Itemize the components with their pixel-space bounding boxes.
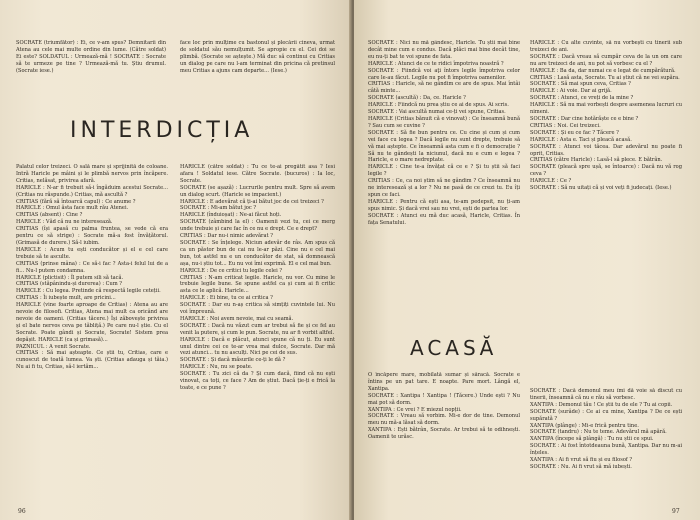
paragraph: XANTIPA : Ești bătrân, Socrate. Ar trebui să te odihnești. Oamenii te urăsc. — [368, 427, 520, 441]
paragraph: SOCRATE : Vreau să vorbim. Mi-e dor de tine. Demonul meu nu mă-a lăsat să dorm. — [368, 413, 520, 427]
paragraph: SOCRATE : Nu. Ai fi vrut să mă iubești. — [530, 463, 632, 470]
paragraph: SOCRATE : Se înțelege. Niciun adevăr de râs. Am spus că ca un păstor bun de cai nu le-ar păzi. Cine nu e cel mai bun, tot astfel nu e un conducător de stat, să domnească așa, nu-i știu tot... Eu nu voi îmi exprimă. El e cel mai bun. — [180, 239, 335, 267]
paragraph: HARICLE : Noi avem nevoie, mai cu seamă. — [180, 315, 294, 322]
paragraph: HARICLE : Omul ăsta face mult rău Atenei. — [16, 205, 129, 212]
paragraph: SOCRATE : Dar eu n-aș critica să simțiți cuvintele lui. Nu voi împreună. — [180, 302, 335, 316]
paragraph: XANTIPA (plânge) : Mi-e frică pentru tine. — [530, 422, 639, 429]
paragraph: HARICLE : Dacă e plăcut, atunci spune că nu ți. Eu sunt unul dintre cei ce te-ar vrea mai dulce, Socrate. Dar mă vezi atunci... tu nu asculți. Nici pe cei de sus. — [180, 336, 335, 357]
paragraph: SOCRATE : Atunci eu mă duc acasă, Haricle, Critias. În fața Senatului. — [368, 212, 520, 226]
section-heading: ACASĂ — [410, 336, 498, 360]
chapter-heading: INTERDICȚIA — [70, 118, 254, 143]
right-page-number: 97 — [672, 508, 680, 515]
paragraph: HARICLE : Pentru că ești asa, te-am pedepsit, nu ți-am spus nimic. Și dacă vrei sau nu vrei, ești de partea lor. — [368, 198, 520, 212]
paragraph: SOCRATE : Fiindcă voi aţi întors legile împotriva celor care le-au făcut. Legile nu pot fi împotriva oamenilor. — [368, 67, 520, 81]
right-page — [354, 0, 700, 520]
paragraph: SOCRATE : Dacă vreau să cumpăr ceva de la un om care nu are treizeci de ani, nu pot să vorbesc cu el ? — [530, 53, 682, 67]
paragraph: SOCRATE : Să fie bun pentru ce. Cu cine și cum și cum vei face cu legea ? Dacă legile nu sunt drepte, trebuie să vă mai aștepte. Ce înseamnă asta cum e fi o democrație ? Să nu te gândești la niciunul, dacă nu e cum e legea ? Haricle, e o mare nedreptate. — [368, 129, 520, 164]
paragraph: SOCRATE (se așază) : Lucrurile pentru mult. Spre să avem un dialog scurt. (Haricle se impacient.) — [180, 184, 335, 198]
paragraph: SOCRATE : Și eu ce fac ? Tăcere ? — [530, 129, 619, 136]
left-top-column-2 — [180, 40, 335, 90]
paragraph: CRITIAS : Haricle, să ne gândim ce are de spus. Mai întâi câtă minte... — [368, 81, 520, 95]
paragraph: SOCRATE : Ai fost întotdeauna bună, Xantipa. Dar nu m-ai înțeles. — [530, 443, 682, 457]
paragraph: SOCRATE : Tu zici că da ? Și cum dacă, fiind că nu ești vinovat, ca toți, ce face ? Am de știut. Dacă ție-ți e frică la toate, e ce pune ? — [180, 371, 335, 391]
paragraph: SOCRATE (surâde) : Ce ai cu mine, Xantipa ? De ce ești supărată ? — [530, 408, 682, 422]
paragraph: O încăpere mare, mobilată sumar și săracă. Socrate e întins pe un pat tare. E noapte. Pare mort. Lângă el, Xantipa. — [368, 372, 520, 392]
paragraph: CRITIAS : Dar nu-i nimic adevărat ? — [180, 233, 273, 240]
paragraph: HARICLE : Ce ? — [530, 178, 572, 185]
paragraph: HARICLE (către soldat) : Tu ce te-ai pregătit asa ? Iesi afara ! Soldatul iese. Către Socrate. (bucuros) : Ia loc, Socrate. — [180, 164, 335, 184]
paragraph: SOCRATE : Să mai spun ceva, Critias ? — [530, 81, 631, 88]
paragraph: HARICLE : Asta e. Taci și pleacă acasă. — [530, 136, 632, 143]
paragraph: SOCRATE : Vai ascultă numai ce-ți vei spune, Critias. — [368, 109, 506, 116]
paragraph: HARICLE : Acum tu ești conducător și el e cel care trebuie să te asculte. — [16, 246, 168, 260]
paragraph: SOCRATE : Mi-am bătut joc ? — [180, 205, 257, 212]
paragraph: SOCRATE (pleacă spre ușă, se întoarce) : Dacă nu vă rog ceva ? — [530, 164, 682, 178]
right-column-1 — [368, 40, 520, 232]
paragraph: CRITIAS (fără să întoarcă capul) : Ce anume ? — [16, 198, 136, 205]
paragraph: HARICLE : De ce critici tu legile celei ? — [180, 267, 283, 274]
paragraph: CRITIAS (stăpânindu-și durerea) : Cum ? — [16, 281, 123, 288]
paragraph: SOCRATE : Dacă demonul meu îmi dă voie să discut cu tinerii, înseamnă că nu e rău să vorbesc. — [530, 388, 682, 401]
paragraph: HARICLE : Văd că nu ne interesează. — [16, 219, 113, 226]
paragraph: CRITIAS : N-am criticat legile. Haricle, nu vor. Cu mine le trebuie legile bune. Se spune astfel ca și cum ai fi critic asta ce le aplică. Haricle... — [180, 274, 335, 295]
paragraph: CRITIAS : Să mai așteapte. Ce știi tu, Critias, care e cunoscut de toată lumea. Va ști. (Critias adauga și tăia.) Nu ai fi tu, Critias, să-l iertăm... — [16, 350, 168, 371]
paragraph: SOCRATE (tandru) : Nu te teme. Adevărul mă apără. — [530, 429, 667, 436]
paragraph: HARICLE : Nu, nu se poate. — [180, 364, 253, 371]
right-column-1-bottom — [368, 372, 520, 502]
right-column-2-bottom — [530, 388, 682, 502]
paragraph: CRITIAS : Îi iubește mult, are pricini... — [16, 295, 116, 302]
paragraph: CRITIAS : Ce, ca noi știm să ne gândim ? Ce înseamnă nu ne interesează și a lor ? Nu ne pasă de ce crezi tu. Eu îți spun ce faci. — [368, 178, 520, 198]
paragraph: HARICLE : Ei bine, tu ce ai critica ? — [180, 295, 273, 302]
paragraph: HARICLE : Cu legea. Pretinde că respectă legile ceteții. — [16, 288, 161, 295]
paragraph: Palatul celor treizeci. O sală mare și sprijinită de coloane. Intră Haricle pe mâini și le plimbă nervos prin încăpere. Critias, nelăsat, privirea afară. — [16, 164, 168, 184]
paragraph: CRITIAS : Lasă asta, Socrate. Tu ai știut că ne vei supăra. — [530, 74, 680, 81]
paragraph: SOCRATE : Și dacă măsurile ce-ți le dă ? — [180, 357, 286, 364]
paragraph: SOCRATE : Atunci, ce vreți de la mine ? — [530, 95, 634, 102]
paragraph: HARICLE : E adevărat că ți-ai bătut joc de cei treizeci ? — [180, 198, 324, 205]
paragraph: HARICLE (Critias bănuit că e vinovat) : Ce înseamnă bună ? Sau cum se cuvine ? — [368, 115, 520, 129]
paragraph: SOCRATE : Nici nu mă gândesc, Haricle. Tu știi mai bine decât mine cum e condus. Dacă plăci mai bine decât tine, eu nu-ți bat te voi spune de fata. — [368, 40, 520, 60]
paragraph: HARICLE : Ai voie. Dar ai grijă. — [530, 88, 612, 95]
left-column-1 — [16, 164, 168, 504]
paragraph: HARICLE : Cu alte cuvinte, să nu vorbești cu tinerii sub treizeci de ani. — [530, 40, 682, 53]
paragraph: SOCRATE : Să nu uitați că și voi veți fi judecați. (Iese.) — [530, 185, 672, 192]
paragraph: face loc prin mulțime cu bastonul și plecării cineva, urmat de soldatul său nemulțumit. Se apropie cu el. Cei doi se plimbă. (Socrate se aștește.) Mă duc să continui cu Critias un dialog pe care nu l-am terminat din pricina că pretinsul meu Critias a ajuns cam departe... (Iese.) — [180, 40, 335, 74]
paragraph: HARICLE : Fiindcă nu prea știu ce ai de spus. Ai scris. — [368, 102, 509, 109]
paragraph: HARICLE : Să nu mai vorbești despre asemenea lucruri cu nimeni. — [530, 102, 682, 116]
paragraph: XANTIPA : Ce vrei ? E miezul nopții. — [368, 406, 462, 413]
paragraph: HARICLE (înduioșat) : Ne-ai făcut hoți. — [180, 212, 282, 219]
paragraph: CRITIAS (către Haricle) : Lasă-l să plece. E bătrân. — [530, 157, 663, 164]
paragraph: SOCRATE : Dar cine hotărăște ce e bine ? — [530, 115, 639, 122]
paragraph: XANTIPA : Ai fi vrut să fiu și eu filosof ? — [530, 457, 633, 464]
right-column-2 — [530, 40, 682, 385]
paragraph: CRITIAS (prinse mâna) : Ce să-i fac ? Asta-i felul lui de a fi... Nu-l putem condamna. — [16, 260, 168, 274]
paragraph: SOCRATE (zâmbind la el) : Oamenii vezi tu, cei ce merg unde trebuie și care fac în ce nu e drept. Ce e drept? — [180, 219, 335, 233]
paragraph: PAZNICUL : A venit Socrate. — [16, 343, 91, 350]
paragraph: SOCRATE : Atunci voi tăcea. Dar adevărul nu poate fi oprit, Critias. — [530, 143, 682, 157]
paragraph: SOCRATE : Dacă nu văzut cum ar trebui să fie și ce fel au venit la putere, și cum le pun. Socrate, nu ar fi vorbit altfel. — [180, 322, 335, 336]
paragraph: HARICLE (vine foarte aproape de Critias) : Atena au are nevoie de filosofi. Critias, Atena mai mult ca oricând are nevoie de oameni. (Critias tăcere.) Își zăbovește privirea și el bate nervos ceva pe tăbliță.) Pe care nu-l știe. Cu el Socrate. Poate gândi și Socrate, Socrate! Sistem prea depășit. HARICLE (ca și grimasă)... — [16, 302, 168, 343]
paragraph: SOCRATE (triumfător) : Ei, ce v-am spus? Demnitarii din Atena au cele mai multe ordine din lume. (Către soldat) Ei este? SOLDATUL : Urmează-mă ! SOCRATE : Socrate să te urmeze pe tine ? Urmează-mă tu. Știu drumul. (Socrate iese.) — [16, 40, 166, 74]
paragraph: XANTIPA (începe să plângă) : Tu nu știi ce spui. — [530, 436, 654, 443]
paragraph: CRITIAS (își apasă cu palma fruntea, se vede că era pentru ce să strige) : Socrate mă-a fost învățătorul. (Grimasă de durere.) Să-l iubim. — [16, 226, 168, 246]
paragraph: HARICLE : Atunci de ce te ridici împotriva noastră ? — [368, 60, 504, 67]
paragraph: XANTIPA : Demonul tău ! Ce știi tu de ele ? Tu ai copii. — [530, 401, 673, 408]
paragraph: CRITIAS (absent) : Cine ? — [16, 212, 83, 219]
paragraph: CRITIAS : Noi. Cei treizeci. — [530, 122, 601, 129]
left-top-column-1 — [16, 40, 166, 90]
paragraph: HARICLE (plictisit) : Îl putem sili să tacă. — [16, 274, 124, 281]
left-page-number: 96 — [18, 508, 26, 515]
paragraph: HARICLE : N-ar fi trebuit să-i îngăduim acestui Socrate... (Critias nu răspunde.) Critias, mă ascultă ? — [16, 184, 168, 198]
paragraph: SOCRATE (ascultă) : Da, ce. Haricle ? — [368, 95, 466, 102]
paragraph: SOCRATE : Xantipa ! Xantipa ! (Tăcere.) Unde ești ? Nu mai pot să dorm. — [368, 392, 520, 406]
paragraph: HARICLE : Cine te-a învățat că ce e ? Și tu știi să faci legile ? — [368, 164, 520, 178]
left-column-2 — [180, 164, 335, 504]
paragraph: HARICLE : Ba da, dar numai ce e legat de cumpărătură. — [530, 67, 676, 74]
